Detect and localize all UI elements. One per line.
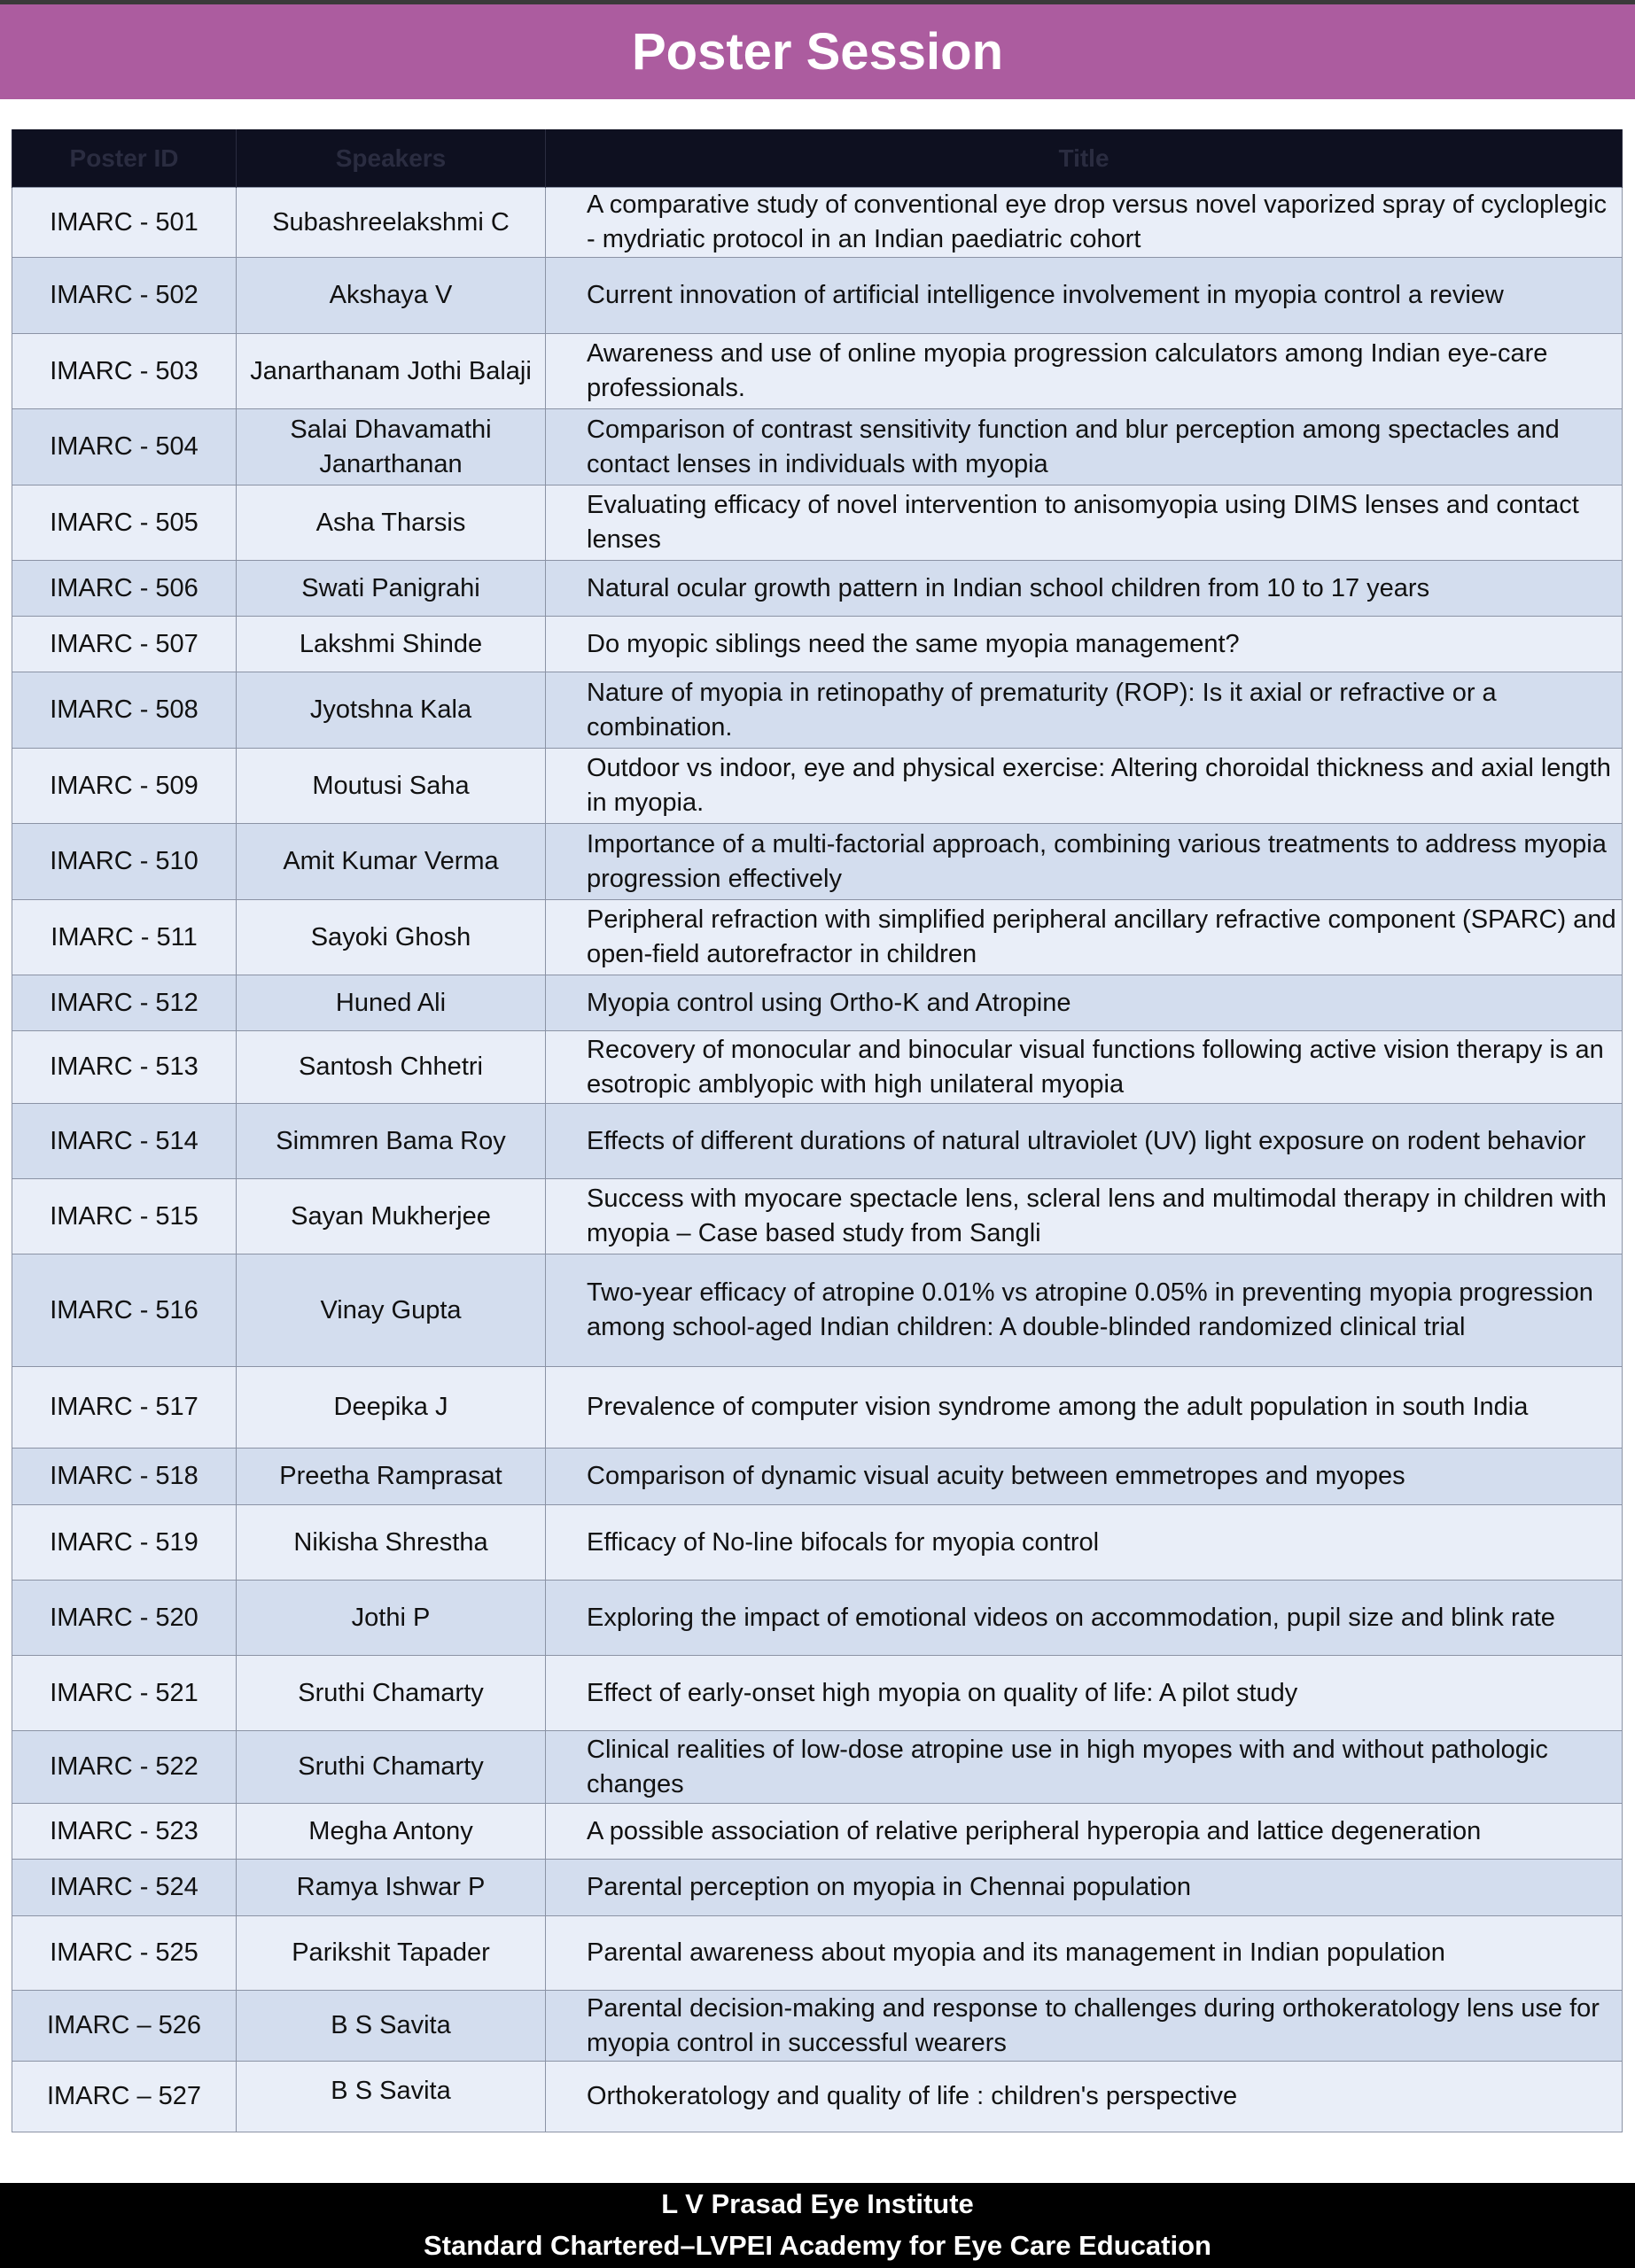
table-row bbox=[12, 1916, 1623, 1991]
table-row bbox=[12, 2062, 1623, 2132]
poster-id-cell: IMARC - 505 bbox=[12, 485, 237, 561]
table-row bbox=[12, 824, 1623, 900]
speaker-cell: Asha Tharsis bbox=[237, 485, 546, 561]
table-row bbox=[12, 258, 1623, 334]
poster-id-cell: IMARC - 517 bbox=[12, 1367, 237, 1449]
table-row bbox=[12, 617, 1623, 672]
table-row bbox=[12, 1860, 1623, 1916]
poster-id-cell: IMARC - 507 bbox=[12, 617, 237, 672]
title-cell: Comparison of dynamic visual acuity between emmetropes and myopes bbox=[546, 1449, 1623, 1505]
poster-id-cell: IMARC - 513 bbox=[12, 1031, 237, 1104]
speaker-cell: Sayan Mukherjee bbox=[237, 1179, 546, 1254]
table-row bbox=[12, 485, 1623, 561]
poster-id-cell: IMARC – 527 bbox=[12, 2062, 237, 2132]
speaker-cell: Salai Dhavamathi Janarthanan bbox=[237, 409, 546, 485]
title-cell: Clinical realities of low-dose atropine use in high myopes with and without pathologic changes bbox=[546, 1731, 1623, 1804]
speaker-cell: B S Savita bbox=[237, 1991, 546, 2062]
speaker-cell: Megha Antony bbox=[237, 1804, 546, 1860]
speaker-cell: Sruthi Chamarty bbox=[237, 1656, 546, 1731]
poster-id-cell: IMARC - 510 bbox=[12, 824, 237, 900]
table-row bbox=[12, 1804, 1623, 1860]
title-cell: A comparative study of conventional eye drop versus novel vaporized spray of cycloplegic - mydriatic protocol in an Indian paediatric cohort bbox=[546, 188, 1623, 258]
table-row bbox=[12, 409, 1623, 485]
table-row bbox=[12, 1505, 1623, 1581]
title-cell: Exploring the impact of emotional videos on accommodation, pupil size and blink rate bbox=[546, 1581, 1623, 1656]
title-cell: Recovery of monocular and binocular visual functions following active vision therapy is an esotropic amblyopic with high unilateral myopia bbox=[546, 1031, 1623, 1104]
speaker-cell: Simmren Bama Roy bbox=[237, 1104, 546, 1179]
poster-id-cell: IMARC - 508 bbox=[12, 672, 237, 749]
title-cell: Do myopic siblings need the same myopia management? bbox=[546, 617, 1623, 672]
title-cell: Awareness and use of online myopia progression calculators among Indian eye-care professionals. bbox=[546, 334, 1623, 409]
speaker-cell: Jothi P bbox=[237, 1581, 546, 1656]
title-cell: Peripheral refraction with simplified peripheral ancillary refractive component (SPARC) and open-field autorefractor in children bbox=[546, 900, 1623, 975]
poster-id-cell: IMARC - 522 bbox=[12, 1731, 237, 1804]
speaker-cell: Parikshit Tapader bbox=[237, 1916, 546, 1991]
poster-id-cell: IMARC - 503 bbox=[12, 334, 237, 409]
speaker-cell: Janarthanam Jothi Balaji bbox=[237, 334, 546, 409]
speaker-cell: Preetha Ramprasat bbox=[237, 1449, 546, 1505]
speaker-cell: Nikisha Shrestha bbox=[237, 1505, 546, 1581]
poster-id-cell: IMARC - 509 bbox=[12, 749, 237, 824]
title-cell: Myopia control using Ortho-K and Atropine bbox=[546, 975, 1623, 1031]
table-row bbox=[12, 975, 1623, 1031]
poster-id-cell: IMARC – 526 bbox=[12, 1991, 237, 2062]
title-cell: Orthokeratology and quality of life : children's perspective bbox=[546, 2062, 1623, 2132]
poster-id-cell: IMARC - 511 bbox=[12, 900, 237, 975]
poster-table-container bbox=[12, 129, 1622, 2132]
speaker-cell: Lakshmi Shinde bbox=[237, 617, 546, 672]
title-cell: Comparison of contrast sensitivity function and blur perception among spectacles and contact lenses in individuals with myopia bbox=[546, 409, 1623, 485]
poster-id-cell: IMARC - 519 bbox=[12, 1505, 237, 1581]
title-cell: Parental awareness about myopia and its management in Indian population bbox=[546, 1916, 1623, 1991]
poster-table bbox=[12, 129, 1623, 2132]
title-cell: Evaluating efficacy of novel intervention to anisomyopia using DIMS lenses and contact lenses bbox=[546, 485, 1623, 561]
table-header-row bbox=[12, 129, 1623, 188]
speaker-cell: Amit Kumar Verma bbox=[237, 824, 546, 900]
speaker-cell: Moutusi Saha bbox=[237, 749, 546, 824]
poster-id-cell: IMARC - 524 bbox=[12, 1860, 237, 1916]
title-cell: Importance of a multi-factorial approach, combining various treatments to address myopia progression effectively bbox=[546, 824, 1623, 900]
table-row bbox=[12, 749, 1623, 824]
table-row bbox=[12, 188, 1623, 258]
table-row bbox=[12, 1449, 1623, 1505]
speaker-cell: Swati Panigrahi bbox=[237, 561, 546, 617]
title-cell: Parental perception on myopia in Chennai population bbox=[546, 1860, 1623, 1916]
poster-id-cell: IMARC - 515 bbox=[12, 1179, 237, 1254]
speaker-cell: Vinay Gupta bbox=[237, 1254, 546, 1367]
poster-id-cell: IMARC - 525 bbox=[12, 1916, 237, 1991]
title-cell: Nature of myopia in retinopathy of prematurity (ROP): Is it axial or refractive or a combination. bbox=[546, 672, 1623, 749]
speaker-cell: Deepika J bbox=[237, 1367, 546, 1449]
table-row bbox=[12, 1031, 1623, 1104]
header-poster-id: Poster ID bbox=[12, 129, 237, 188]
title-cell: A possible association of relative peripheral hyperopia and lattice degeneration bbox=[546, 1804, 1623, 1860]
table-row bbox=[12, 1179, 1623, 1254]
table-row bbox=[12, 1581, 1623, 1656]
speaker-cell: Santosh Chhetri bbox=[237, 1031, 546, 1104]
poster-id-cell: IMARC - 502 bbox=[12, 258, 237, 334]
speaker-cell: Sruthi Chamarty bbox=[237, 1731, 546, 1804]
footer bbox=[0, 2183, 1635, 2268]
poster-id-cell: IMARC - 521 bbox=[12, 1656, 237, 1731]
title-cell: Prevalence of computer vision syndrome among the adult population in south India bbox=[546, 1367, 1623, 1449]
poster-id-cell: IMARC - 520 bbox=[12, 1581, 237, 1656]
table-row bbox=[12, 672, 1623, 749]
speaker-cell: B S Savita bbox=[237, 2062, 546, 2132]
table-row bbox=[12, 1991, 1623, 2062]
footer-institute: L V Prasad Eye Institute bbox=[661, 2188, 974, 2219]
title-cell: Effects of different durations of natural ultraviolet (UV) light exposure on rodent behavior bbox=[546, 1104, 1623, 1179]
title-cell: Effect of early-onset high myopia on quality of life: A pilot study bbox=[546, 1656, 1623, 1731]
speaker-cell: Huned Ali bbox=[237, 975, 546, 1031]
table-row bbox=[12, 1104, 1623, 1179]
poster-id-cell: IMARC - 514 bbox=[12, 1104, 237, 1179]
title-cell: Outdoor vs indoor, eye and physical exercise: Altering choroidal thickness and axial length in myopia. bbox=[546, 749, 1623, 824]
title-cell: Parental decision-making and response to challenges during orthokeratology lens use for myopia control in successful wearers bbox=[546, 1991, 1623, 2062]
footer-academy: Standard Chartered–LVPEI Academy for Eye Care Education bbox=[424, 2230, 1211, 2261]
poster-id-cell: IMARC - 512 bbox=[12, 975, 237, 1031]
page-title: Poster Session bbox=[0, 4, 1635, 99]
poster-id-cell: IMARC - 516 bbox=[12, 1254, 237, 1367]
poster-id-cell: IMARC - 523 bbox=[12, 1804, 237, 1860]
speaker-cell: Ramya Ishwar P bbox=[237, 1860, 546, 1916]
poster-id-cell: IMARC - 501 bbox=[12, 188, 237, 258]
title-cell: Two-year efficacy of atropine 0.01% vs atropine 0.05% in preventing myopia progression among school-aged Indian children: A double-blinded randomized clinical trial bbox=[546, 1254, 1623, 1367]
header-speakers: Speakers bbox=[237, 129, 546, 188]
title-cell: Natural ocular growth pattern in Indian school children from 10 to 17 years bbox=[546, 561, 1623, 617]
poster-id-cell: IMARC - 518 bbox=[12, 1449, 237, 1505]
title-cell: Efficacy of No-line bifocals for myopia control bbox=[546, 1505, 1623, 1581]
speaker-cell: Akshaya V bbox=[237, 258, 546, 334]
table-row bbox=[12, 1367, 1623, 1449]
table-row bbox=[12, 561, 1623, 617]
table-row bbox=[12, 1731, 1623, 1804]
table-row bbox=[12, 1254, 1623, 1367]
title-cell: Current innovation of artificial intelligence involvement in myopia control a review bbox=[546, 258, 1623, 334]
speaker-cell: Subashreelakshmi C bbox=[237, 188, 546, 258]
speaker-cell: Sayoki Ghosh bbox=[237, 900, 546, 975]
poster-id-cell: IMARC - 504 bbox=[12, 409, 237, 485]
title-cell: Success with myocare spectacle lens, scleral lens and multimodal therapy in children with myopia – Case based study from Sangli bbox=[546, 1179, 1623, 1254]
speaker-cell: Jyotshna Kala bbox=[237, 672, 546, 749]
table-row bbox=[12, 334, 1623, 409]
header-title: Title bbox=[546, 129, 1623, 188]
table-row bbox=[12, 1656, 1623, 1731]
poster-id-cell: IMARC - 506 bbox=[12, 561, 237, 617]
table-row bbox=[12, 900, 1623, 975]
